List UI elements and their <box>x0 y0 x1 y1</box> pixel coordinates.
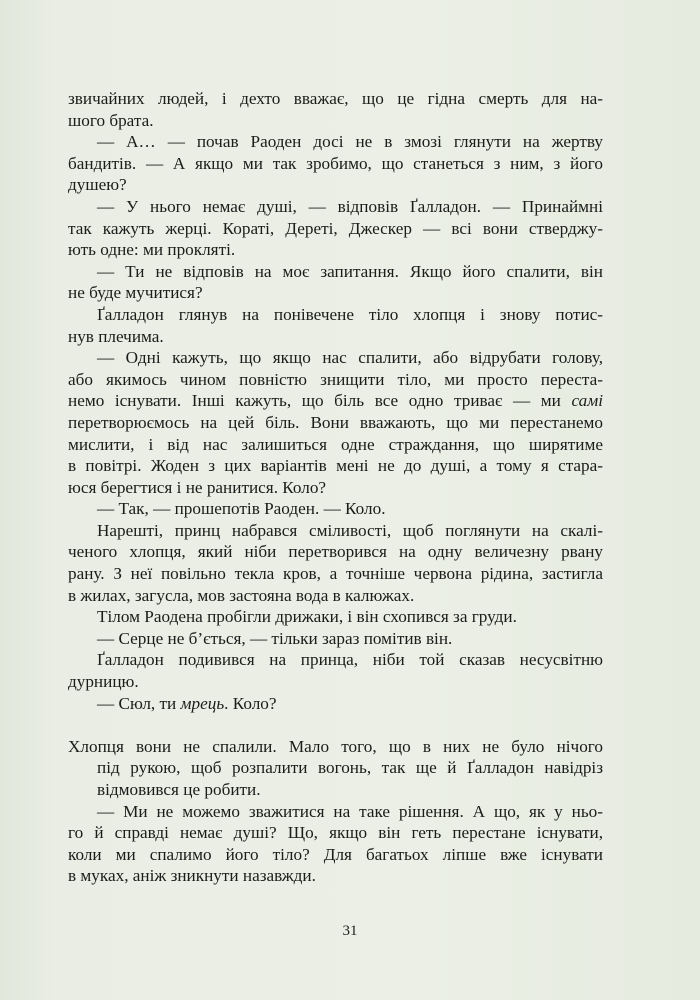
text-line: душею? <box>68 175 127 195</box>
text-line: — Сюл, ти мрець. Коло? <box>97 693 277 713</box>
page-text <box>68 88 603 887</box>
text-line: Нарешті, принц набрався сміливості, щоб поглянути на скалі- <box>97 520 603 540</box>
text-line: так кажуть жерці. Кораті, Дереті, Джескер — всі вони стверджу- <box>68 218 603 238</box>
text-line: під рукою, щоб розпалити вогонь, так ще й Ґалладон навідріз <box>97 758 603 778</box>
text-line: Тілом Раодена пробігли дрижаки, і він схопився за груди. <box>97 607 517 627</box>
text-line: нув плечима. <box>68 326 164 346</box>
text-line: Ґалладон подивився на принца, ніби той сказав несусвітню <box>97 650 603 670</box>
text-line: відмовився це робити. <box>97 780 261 799</box>
emphasis: мрець <box>180 693 225 713</box>
text-line: перетворюємось на цей біль. Вони вважають, що ми перестанемо <box>68 412 603 432</box>
text-line: — Серце не б’ється, — тільки зараз помітив він. <box>97 628 453 648</box>
text-line: — Одні кажуть, що якщо нас спалити, або відрубати голову, <box>97 348 603 368</box>
text-line: ють одне: ми прокляті. <box>68 240 236 260</box>
text-line: мислити, і від нас залишиться одне страждання, що ширятиме <box>68 434 603 454</box>
text-line: в муках, аніж зникнути назавжди. <box>68 866 316 886</box>
text-line: або якимось чином повністю знищити тіло, ми просто переста- <box>68 369 603 389</box>
text-line: шого брата. <box>68 110 154 130</box>
text-line: в жилах, загусла, мов застояна вода в калюжах. <box>68 585 415 605</box>
text-line: юся берегтися і не ранитися. Коло? <box>68 477 327 497</box>
text-line: — А… — почав Раоден досі не в змозі глянути на жертву <box>97 132 603 152</box>
text-line: не буде мучитися? <box>68 283 203 303</box>
text-line: в повітрі. Жоден з цих варіантів мені не до душі, а тому я стара- <box>68 456 603 476</box>
text-line: Хлопця вони не спалили. Мало того, що в них не було нічого <box>68 736 603 756</box>
text-line: звичайних людей, і дехто вважає, що це гідна смерть для на- <box>68 89 603 108</box>
text-line: коли ми спалимо його тіло? Для багатьох ліпше вже існувати <box>68 844 603 864</box>
text-line: ченого хлопця, який ніби перетворився на одну величезну рвану <box>68 542 603 562</box>
text-line: — Ти не відповів на моє запитання. Якщо його спалити, він <box>97 261 603 281</box>
text-line: — Ми не можемо зважитися на таке рішення. А що, як у ньо- <box>97 801 603 821</box>
text-line: немо існувати. Інші кажуть, що біль все одно триває — ми самі <box>68 391 603 411</box>
text-line: дурницю. <box>68 672 139 692</box>
text-line: — У нього немає душі, — відповів Ґалладон. — Принаймні <box>97 196 603 216</box>
text-line: — Так, — прошепотів Раоден. — Коло. <box>97 499 386 519</box>
text-line: го й справді немає душі? Що, якщо він геть перестане існувати, <box>68 823 603 843</box>
text-line: бандитів. — А якщо ми так зробимо, що станеться з ним, з його <box>68 153 603 173</box>
page-number: 31 <box>342 923 358 939</box>
section-break <box>68 714 603 736</box>
text-line: рану. З неї повільно текла кров, а точніше червона рідина, застигла <box>68 564 603 584</box>
emphasis: самі <box>571 391 603 411</box>
text-line: Ґалладон глянув на понівечене тіло хлопця і знову потис- <box>97 304 603 324</box>
